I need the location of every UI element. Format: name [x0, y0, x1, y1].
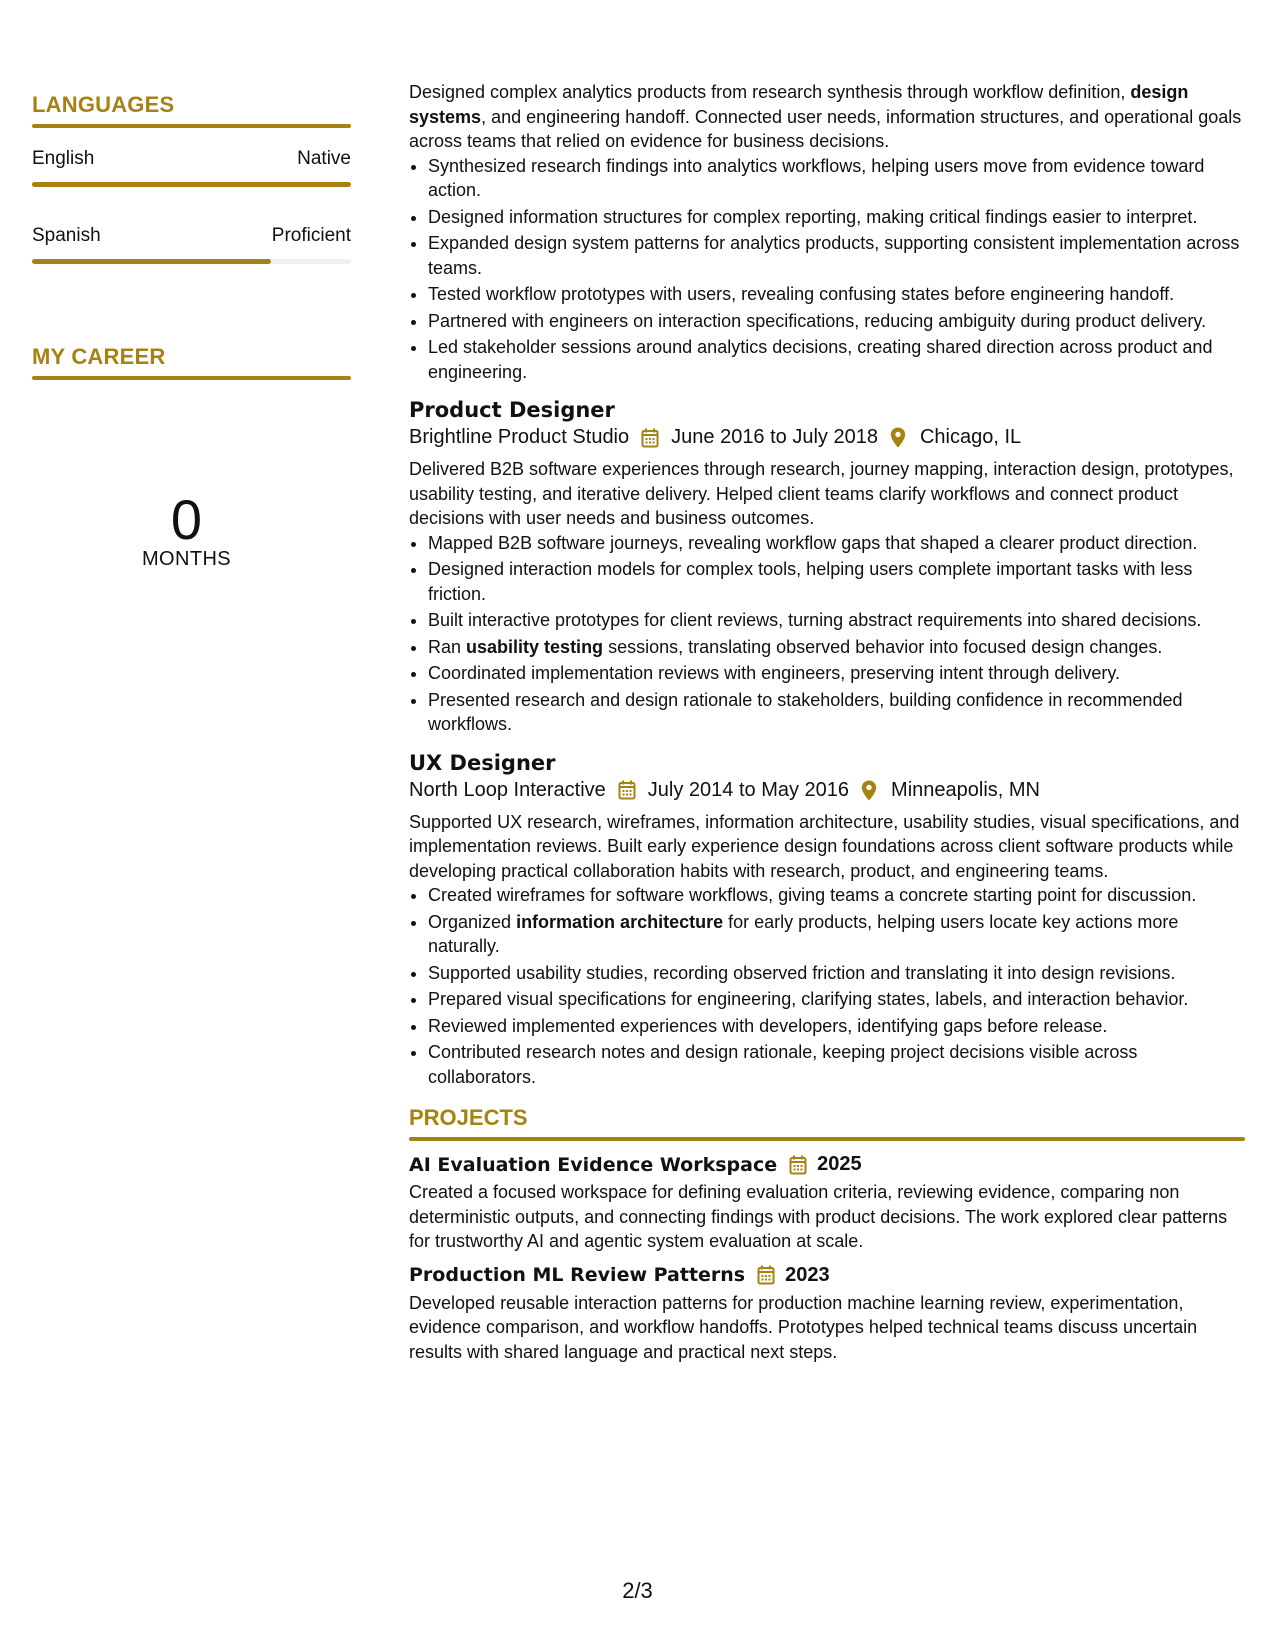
job-summary: Supported UX research, wireframes, information architecture, usability studies, visual specifications, and implementation reviews. Built early experience design foundations across client software products while developing practical collaboration habits with research, product, and engineering teams. — [409, 811, 1240, 881]
language-item — [32, 148, 351, 187]
calendar-icon — [618, 779, 638, 801]
job-entry — [409, 751, 1245, 1090]
list-item: • Mapped B2B software journeys, revealing workflow gaps that shaped a clearer product direction. — [428, 531, 1245, 556]
sidebar — [32, 92, 351, 571]
location-pin-icon — [861, 779, 881, 801]
language-level: Native — [297, 148, 351, 169]
job-company: North Loop Interactive — [409, 778, 606, 801]
list-item: • Presented research and design rationale to stakeholders, building confidence in recommended workflows. — [428, 688, 1245, 737]
projects-title-rule — [409, 1137, 1245, 1141]
job-title: Product Designer — [409, 398, 615, 422]
projects-title: PROJECTS — [409, 1105, 528, 1130]
job-meta — [409, 779, 1245, 802]
language-item — [32, 225, 351, 264]
language-name: Spanish — [32, 225, 101, 246]
bullet-text: Organized — [428, 911, 517, 932]
career-value: 0 — [170, 488, 203, 551]
bullet-bold-text: usability testing — [466, 636, 604, 657]
job-title: UX Designer — [409, 750, 556, 775]
bullet-bold-text: information architecture — [516, 911, 724, 932]
bullet-text: for early products, helping users locate key actions more naturally. — [428, 911, 1179, 956]
list-item: • Led stakeholder sessions around analytics decisions, creating shared direction across product and engineering. — [428, 335, 1245, 384]
project-header — [409, 1153, 1245, 1176]
project-year: 2023 — [785, 1263, 830, 1286]
project-name: AI Evaluation Evidence Workspace — [409, 1153, 778, 1176]
job-bullets — [409, 883, 1245, 1089]
job-dates: July 2014 to May 2016 — [647, 778, 850, 801]
languages-title-rule — [32, 124, 351, 128]
project-entry — [409, 1153, 1245, 1254]
languages-title: LANGUAGES — [32, 92, 175, 117]
project-description: Created a focused workspace for defining evaluation criteria, reviewing evidence, comparing non deterministic outputs, and connecting findings with product decisions. The work explored clear patterns for trustworthy AI and agentic system evaluation at scale. — [409, 1182, 1228, 1251]
job-company: Brightline Product Studio — [409, 426, 630, 448]
career-duration — [32, 488, 351, 571]
bullet-text: sessions, translating observed behavior into focused design changes. — [603, 636, 1163, 657]
experience-bullets — [409, 154, 1245, 385]
list-item: • Partnered with engineers on interaction specifications, reducing ambiguity during product delivery. — [428, 309, 1245, 334]
list-item: • Designed information structures for complex reporting, making critical findings easier to interpret. — [428, 205, 1245, 230]
location-pin-icon — [890, 427, 910, 449]
job-meta — [409, 426, 1245, 449]
calendar-icon — [757, 1265, 777, 1285]
list-item: • Created wireframes for software workflows, giving teams a concrete starting point for discussion. — [428, 883, 1245, 908]
bullet-text: Ran — [428, 636, 467, 657]
career-title: MY CAREER — [32, 344, 166, 369]
list-item: • Prepared visual specifications for engineering, clarifying states, labels, and interaction behavior. — [428, 987, 1245, 1012]
job-location: Minneapolis, MN — [891, 778, 1040, 801]
language-proficiency-fill — [32, 259, 271, 264]
job-bullets — [409, 531, 1245, 737]
job-entry — [409, 398, 1245, 737]
project-description: Developed reusable interaction patterns for production machine learning review, experimentation, evidence comparison, and workflow handoffs. Prototypes helped technical teams discuss uncertain results with shared language and practical next steps. — [409, 1292, 1198, 1362]
page-number: 2/3 — [622, 1578, 653, 1603]
summary-text: , and engineering handoff. Connected user needs, information structures, and operational goals across teams that relied on evidence for business decisions. — [409, 106, 1242, 151]
job-location: Chicago, IL — [919, 426, 1022, 448]
list-item: • Tested workflow prototypes with users, revealing confusing states before engineering handoff. — [428, 282, 1245, 307]
list-item: • Built interactive prototypes for client reviews, turning abstract requirements into shared decisions. — [428, 608, 1245, 633]
calendar-icon — [789, 1155, 809, 1175]
list-item: • Supported usability studies, recording observed friction and translating it into design revisions. — [428, 961, 1245, 986]
project-entry — [409, 1264, 1245, 1365]
project-header — [409, 1264, 1245, 1287]
experience-summary — [409, 80, 1245, 154]
summary-bold-text: design systems — [409, 82, 1189, 127]
project-year: 2025 — [817, 1153, 862, 1175]
summary-text: Designed complex analytics products from research synthesis through workflow definition, — [409, 82, 1131, 102]
career-unit: MONTHS — [141, 548, 232, 570]
list-item: • Coordinated implementation reviews with engineers, preserving intent through delivery. — [428, 661, 1245, 686]
job-dates: June 2016 to July 2018 — [671, 426, 878, 448]
language-proficiency-bar — [32, 259, 351, 264]
calendar-icon — [641, 427, 661, 449]
list-item: • Reviewed implemented experiences with developers, identifying gaps before release. — [428, 1014, 1245, 1039]
list-item: • Contributed research notes and design rationale, keeping project decisions visible across collaborators. — [428, 1040, 1245, 1089]
career-title-rule — [32, 376, 351, 380]
list-item: • Synthesized research findings into analytics workflows, helping users move from evidence toward action. — [428, 154, 1245, 203]
language-name: English — [32, 148, 95, 169]
language-level: Proficient — [271, 225, 351, 246]
language-proficiency-fill — [32, 182, 351, 187]
project-name: Production ML Review Patterns — [409, 1264, 746, 1286]
list-item — [428, 910, 1245, 959]
list-item — [428, 635, 1245, 660]
language-proficiency-bar — [32, 182, 351, 187]
main-column — [409, 80, 1245, 1364]
job-summary: Delivered B2B software experiences through research, journey mapping, interaction design, prototypes, usability testing, and iterative delivery. Helped client teams clarify workflows and connect product decisions with user needs and business outcomes. — [409, 459, 1234, 528]
list-item: • Designed interaction models for complex tools, helping users complete important tasks with less friction. — [428, 557, 1245, 606]
list-item: • Expanded design system patterns for analytics products, supporting consistent implementation across teams. — [428, 231, 1245, 280]
